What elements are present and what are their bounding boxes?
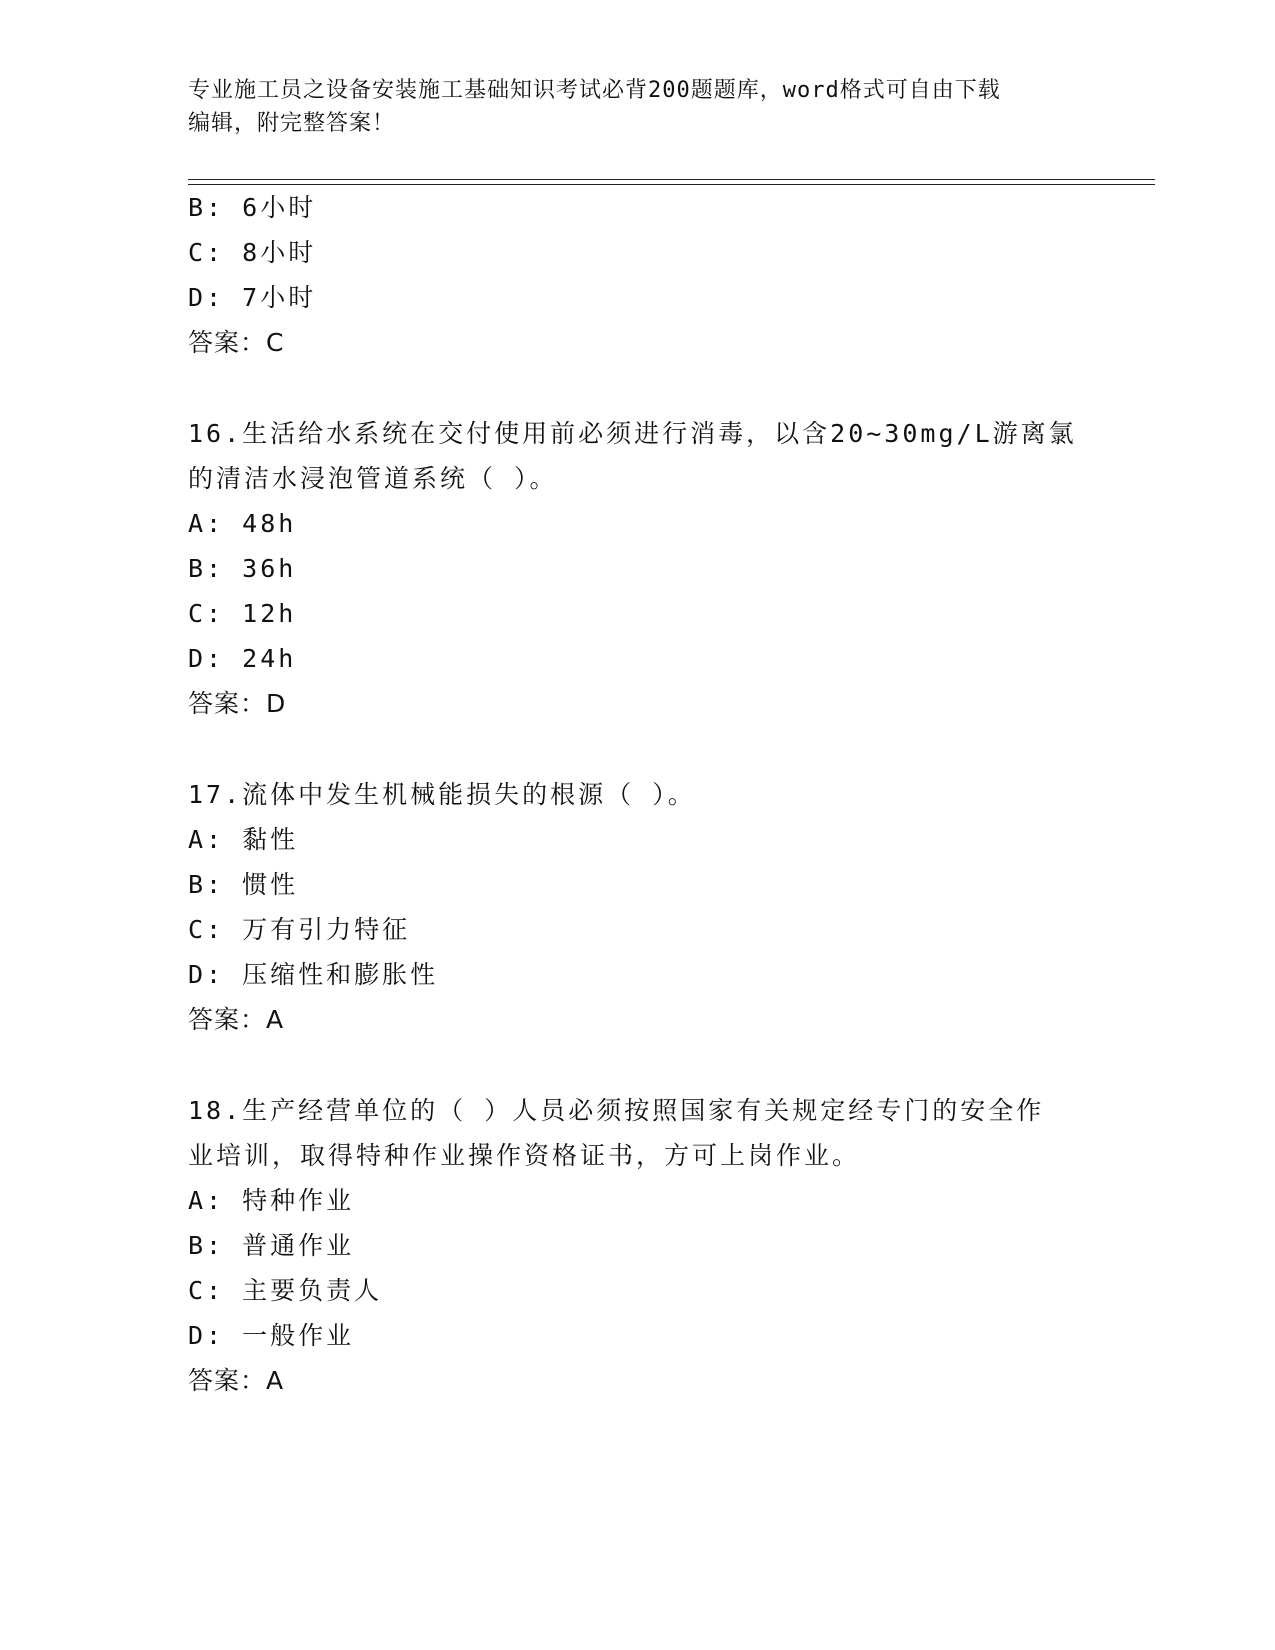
q16-stem-line-1: 16.生活给水系统在交付使用前必须进行消毒，以含20~30mg/L游离氯 (188, 419, 1077, 448)
q17-option-a: A: 黏性 (188, 825, 299, 854)
q18-answer: 答案：A (188, 1366, 285, 1395)
q18-option-b: B: 普通作业 (188, 1231, 355, 1260)
q17-answer: 答案：A (188, 1005, 285, 1034)
q16-stem-line-2: 的清洁水浸泡管道系统（ ）。 (188, 464, 558, 493)
header-title-line-1: 专业施工员之设备安装施工基础知识考试必背200题题库，word格式可自由下载 (188, 78, 1001, 103)
q18-option-c: C: 主要负责人 (188, 1276, 383, 1305)
q15-answer: 答案：C (188, 328, 285, 357)
q15-option-b: B: 6小时 (188, 193, 317, 222)
q17-option-b: B: 惯性 (188, 870, 299, 899)
header-title-line-2: 编辑，附完整答案！ (188, 111, 396, 136)
q18-option-d: D: 一般作业 (188, 1321, 355, 1350)
q17-option-c: C: 万有引力特征 (188, 915, 411, 944)
q16-option-a: A: 48h (188, 509, 297, 538)
q18-option-a: A: 特种作业 (188, 1186, 355, 1215)
header-divider-bottom (188, 184, 1155, 185)
q16-option-c: C: 12h (188, 599, 297, 628)
q16-answer: 答案：D (188, 689, 287, 718)
q15-option-d: D: 7小时 (188, 283, 317, 312)
q18-stem-line-1: 18.生产经营单位的（ ）人员必须按照国家有关规定经专门的安全作 (188, 1096, 1045, 1125)
q18-stem-line-2: 业培训，取得特种作业操作资格证书，方可上岗作业。 (188, 1141, 861, 1170)
q17-stem-line-1: 17.流体中发生机械能损失的根源（ ）。 (188, 780, 696, 809)
q17-option-d: D: 压缩性和膨胀性 (188, 960, 439, 989)
header-divider-top (188, 179, 1155, 180)
q16-option-b: B: 36h (188, 554, 297, 583)
q15-option-c: C: 8小时 (188, 238, 317, 267)
document-header (188, 74, 1068, 140)
q16-option-d: D: 24h (188, 644, 297, 673)
